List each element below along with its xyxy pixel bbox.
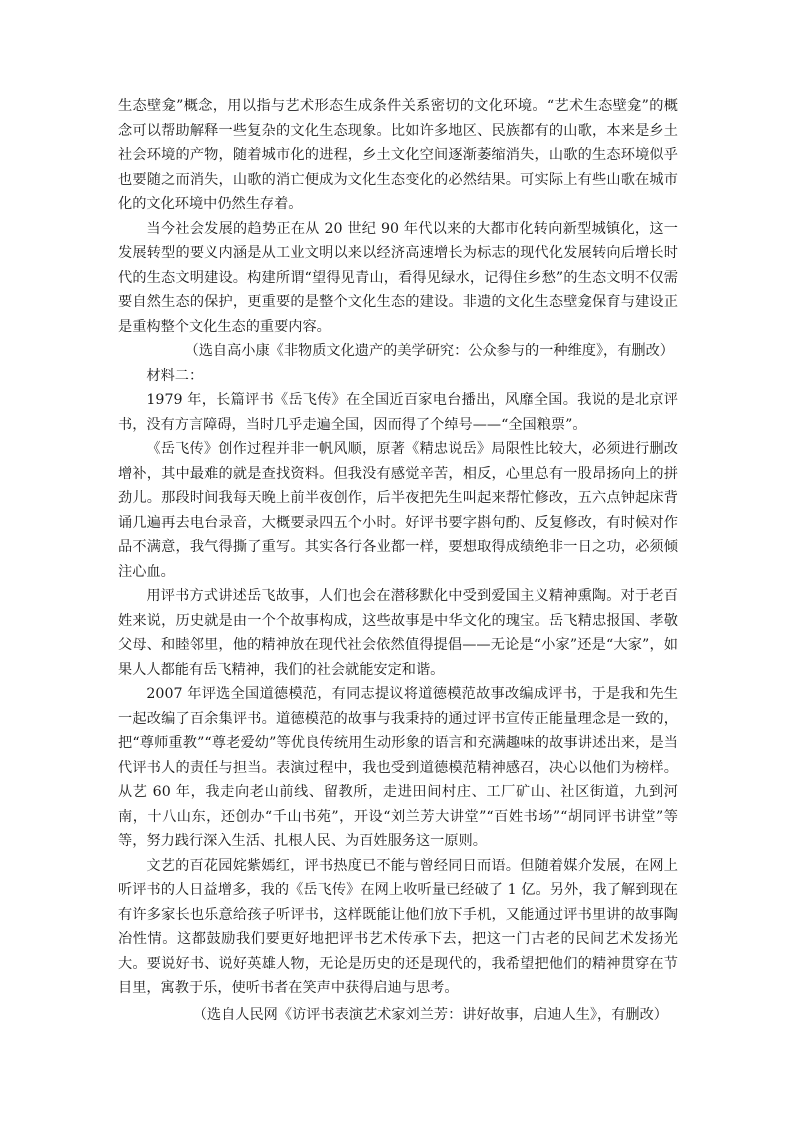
document-page: [118, 94, 678, 1027]
paragraph-patriotism: 用评书方式讲述岳飞故事，人们也会在潜移默化中受到爱国主义精神熏陶。对于老百姓来说，历史就是由一个个故事构成，这些故事是中华文化的瑰宝。岳飞精忠报国、孝敬父母、和睦邻里，他的精神放在现代社会依然值得提倡——无论是“小家”还是“大家”，如果人人都能有岳飞精神，我们的社会就能安定和谐。: [118, 588, 678, 678]
source-citation-2: （选自人民网《访评书表演艺术家刘兰芳：讲好故事，启迪人生》，有删改）: [192, 1006, 668, 1023]
paragraph-1979-broadcast: 1979 年，长篇评书《岳飞传》在全国近百家电台播出，风靡全国。我说的是北京评书，没有方言障碍，当时几乎走遍全国，因而得了个绰号——“全国粮票”。: [118, 392, 678, 433]
source-citation-1: （选自高小康《非物质文化遗产的美学研究：公众参与的一种维度》，有删改）: [184, 343, 674, 359]
paragraph-art-niche: 生态壁龛”概念，用以指与艺术形态生成条件关系密切的文化环境。“艺术生态壁龛”的概念可以帮助解释一些复杂的文化生态现象。比如许多地区、民族都有的山歌，本来是乡土社会环境的产物，随着城市化的进程，乡土文化空间逐渐萎缩消失，山歌的生态环境似乎也要随之而消失，山歌的消亡便成为文化生态变化的必然结果。可实际上有些山歌在城市化的文化环境中仍然生存着。: [118, 98, 678, 212]
paragraph-moral-models: 2007 年评选全国道德模范，有同志提议将道德模范故事改编成评书，于是我和先生一起改编了百余集评书。道德模范的故事与我秉持的通过评书宣传正能量理念是一致的，把“尊师重教”“尊老爱幼”等优良传统用生动形象的语言和充满趣味的故事讲述出来，是当代评书人的责任与担当。表演过程中，我也受到道德模范精神感召，决心以他们为榜样。从艺 60 年，我走向老山前线、留教所，走进田间村庄、工厂矿山、社区街道，九到河南，十八山东，还创办“千山书苑”，开设“刘兰芳大讲堂”“百姓书场”“胡同评书讲堂”等等，努力践行深入生活、扎根人民、为百姓服务这一原则。: [118, 686, 678, 849]
paragraph-online-listening: 文艺的百花园姹紫嫣红，评书热度已不能与曾经同日而语。但随着媒介发展，在网上听评书的人日益增多，我的《岳飞传》在网上收听量已经破了 1 亿。另外，我了解到现在有许多家长也乐意给孩子听评书，这样既能让他们放下手机，又能通过评书里讲的故事陶冶性情。这都鼓励我们要更好地把评书艺术传承下去，把这一门古老的民间艺术发扬光大。要说好书、说好英雄人物，无论是历史的还是现代的，我希望把他们的精神贯穿在节目里，寓教于乐，使听书者在笑声中获得启迪与思考。: [118, 857, 678, 996]
paragraph-urbanization: 当今社会发展的趋势正在从 20 世纪 90 年代以来的大都市化转向新型城镇化，这一发展转型的要义内涵是从工业文明以来以经济高速增长为标志的现代化发展转向后增长时代的生态文明建设。构建所谓“望得见青山，看得见绿水，记得住乡愁”的生态文明不仅需要自然生态的保护，更重要的是整个文化生态的建设。非遗的文化生态壁龛保育与建设正是重构整个文化生态的重要内容。: [118, 220, 678, 335]
material-two-label: 材料二：: [146, 367, 204, 384]
paragraph-creation-process: 《岳飞传》创作过程并非一帆风顺，原著《精忠说岳》局限性比较大，必须进行删改增补，其中最难的就是查找资料。但我没有感觉辛苦，相反，心里总有一股昂扬向上的拼劲儿。那段时间我每天晚上前半夜创作，后半夜把先生叫起来帮忙修改，五六点钟起床背诵几遍再去电台录音，大概要录四五个小时。好评书要字斟句酌、反复修改，有时候对作品不满意，我气得撕了重写。其实各行各业都一样，要想取得成绩绝非一日之功，必须倾注心血。: [118, 441, 678, 580]
